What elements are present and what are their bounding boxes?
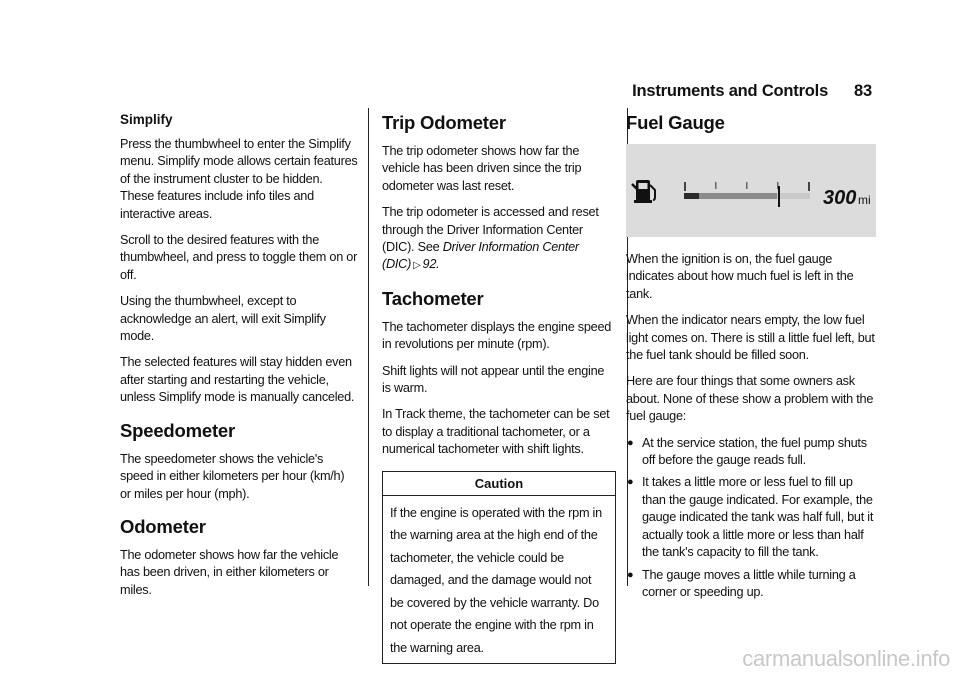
fuel-paragraph-3: Here are four things that some owners ask about. None of these show a problem with the fuel gauge: bbox=[626, 374, 874, 424]
caution-title: Caution bbox=[383, 472, 615, 496]
trip-paragraph-2-text: The trip odometer is accessed and reset through the Driver Information Center (DIC). See bbox=[382, 205, 599, 255]
column-right bbox=[626, 112, 876, 606]
bullet-text: The gauge moves a little while turning a corner or speeding up. bbox=[642, 567, 856, 599]
column-left bbox=[120, 112, 358, 608]
tach-paragraph-1: The tachometer displays the engine speed in revolutions per minute (rpm). bbox=[382, 319, 612, 352]
watermark: carmanualsonline.info bbox=[742, 646, 950, 671]
tach-paragraph-2: Shift lights will not appear until the engine is warm. bbox=[382, 363, 605, 396]
column-divider-left bbox=[368, 108, 369, 586]
tach-paragraph-3: In Track theme, the tachometer can be set to display a traditional tachometer, or a numerical tachometer with shift lights. bbox=[382, 407, 610, 457]
section-title: Instruments and Controls bbox=[632, 82, 829, 100]
trip-paragraph-2 bbox=[382, 204, 616, 275]
trip-odometer-heading: Trip Odometer bbox=[382, 112, 506, 133]
fuel-bullet-list bbox=[626, 435, 876, 602]
dic-reference-link[interactable]: Driver Information Center (DIC) bbox=[382, 240, 579, 272]
fuel-gauge-heading: Fuel Gauge bbox=[626, 112, 725, 133]
list-item bbox=[626, 567, 876, 602]
simplify-paragraph-1: Press the thumbwheel to enter the Simplify menu. Simplify mode allows certain features of the instrument cluster to be hidden. These features include info tiles and interactive areas. bbox=[120, 137, 358, 221]
bullet-icon: ● bbox=[627, 436, 634, 449]
speedometer-paragraph: The speedometer shows the vehicle's speed in either kilometers per hour (km/h) or miles per hour (mph). bbox=[120, 451, 345, 501]
running-header bbox=[632, 82, 872, 101]
gauge-tick-half bbox=[746, 182, 748, 189]
bullet-icon: ● bbox=[627, 568, 634, 581]
dic-reference-page[interactable]: 92. bbox=[422, 257, 440, 272]
fuel-paragraph-1: When the ignition is on, the fuel gauge indicates about how much fuel is left in the tank. bbox=[626, 252, 854, 301]
page-number: 83 bbox=[854, 82, 872, 100]
fuel-paragraph-2: When the indicator nears empty, the low fuel light comes on. There is still a little fuel left, but the fuel tank should be filled soon. bbox=[626, 313, 875, 363]
gauge-fill-level bbox=[684, 193, 699, 199]
bullet-text: At the service station, the fuel pump shuts off before the gauge reads full. bbox=[642, 435, 867, 468]
simplify-paragraph-3: Using the thumbwheel, except to acknowledge an alert, will exit Simplify mode. bbox=[120, 294, 326, 344]
tachometer-heading: Tachometer bbox=[382, 287, 484, 309]
caution-box bbox=[382, 471, 616, 665]
gauge-tick-full bbox=[808, 182, 810, 191]
column-middle bbox=[382, 112, 616, 664]
list-item bbox=[626, 435, 876, 470]
simplify-paragraph-4: The selected features will stay hidden even after starting and restarting the vehicle, unless Simplify mode is manually canceled. bbox=[120, 355, 355, 405]
odometer-paragraph: The odometer shows how far the vehicle has been driven, in either kilometers or miles. bbox=[120, 547, 339, 597]
gauge-tick-empty bbox=[684, 182, 686, 191]
bullet-icon: ● bbox=[627, 476, 634, 489]
gauge-tick-quarter bbox=[715, 182, 717, 189]
fuel-pump-icon bbox=[632, 180, 655, 203]
range-value: 300 bbox=[823, 187, 857, 209]
page-ref-arrow-icon: ▷ bbox=[413, 260, 421, 272]
caution-body: If the engine is operated with the rpm in the warning area at the high end of the tachometer, the vehicle could be damaged, and the damage would not be covered by the vehicle warranty. Do not operate the engine with the rpm in the warning area. bbox=[390, 505, 602, 655]
list-item bbox=[626, 474, 876, 561]
trip-paragraph-1: The trip odometer shows how far the vehicle has been driven since the trip odometer was last reset. bbox=[382, 144, 582, 193]
bullet-text: It takes a little more or less fuel to fill up than the gauge indicated. For example, the gauge indicated the tank was half full, but it actually took a little more or less than half the tank's capacity to fill the tank. bbox=[642, 475, 874, 560]
fuel-gauge-svg bbox=[626, 144, 876, 237]
simplify-heading: Simplify bbox=[120, 112, 173, 127]
odometer-heading: Odometer bbox=[120, 515, 206, 537]
gauge-needle bbox=[778, 186, 780, 207]
range-unit: mi bbox=[858, 193, 871, 207]
gauge-fill-highlight bbox=[699, 193, 777, 199]
simplify-paragraph-2: Scroll to the desired features with the thumbwheel, and press to toggle them on or off. bbox=[120, 233, 358, 282]
fuel-gauge-illustration bbox=[626, 144, 876, 237]
speedometer-heading: Speedometer bbox=[120, 419, 236, 441]
